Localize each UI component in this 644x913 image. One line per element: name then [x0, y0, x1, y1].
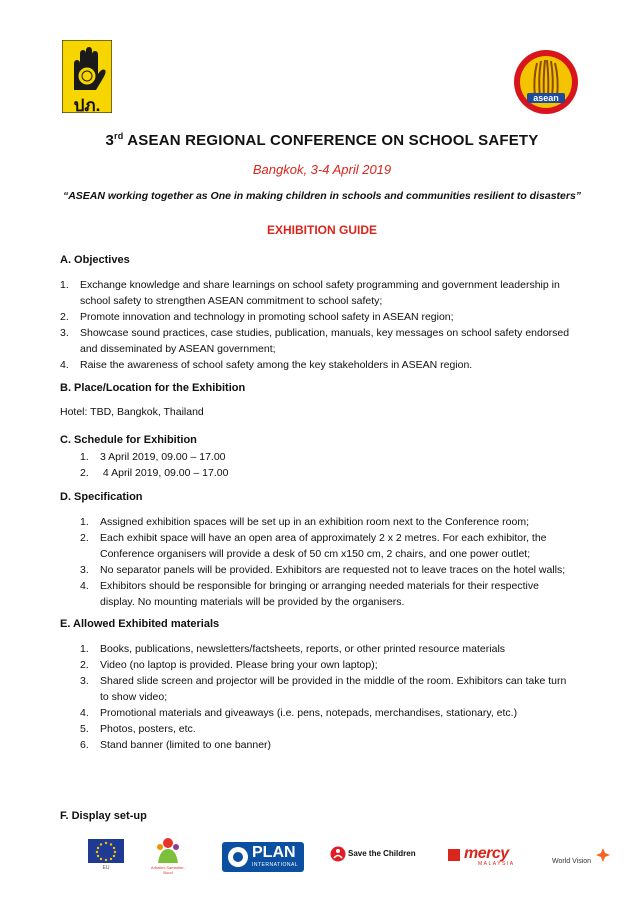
- list-item: [60, 357, 584, 373]
- list-text: [80, 325, 584, 357]
- list-line: Shared slide screen and projector will be provided in the middle of the room. Exhibitors can take turn: [100, 675, 567, 687]
- list-item: [80, 578, 584, 610]
- list-item: [80, 530, 584, 562]
- list-text: Assigned exhibition spaces will be set up in an exhibition room next to the Conference room;: [100, 516, 529, 528]
- world-vision-star-icon: [596, 848, 610, 862]
- list-number: 2.: [80, 532, 89, 544]
- title-superscript: rd: [114, 131, 124, 141]
- section-e-list: [80, 641, 584, 753]
- list-line: display. No mounting materials will be provided by the organisers.: [100, 596, 405, 608]
- asb-logo-text: Arbeiter-Samariter-Bund: [150, 865, 185, 875]
- list-line: to show video;: [100, 691, 168, 703]
- eu-logo-text: EU: [102, 865, 110, 871]
- conference-theme: “ASEAN working together as One in making children in schools and communities resilient to disasters”: [62, 190, 582, 202]
- list-line: school safety to strengthen ASEAN commitment to school safety;: [80, 295, 383, 307]
- list-number: 1.: [60, 279, 69, 291]
- mercy-logo-text: mercy: [464, 845, 509, 862]
- world-vision-logo-text: World Vision: [552, 858, 592, 865]
- list-text: Promote innovation and technology in promoting school safety in ASEAN region;: [80, 311, 454, 323]
- stc-icon: [330, 846, 346, 862]
- list-item: [80, 514, 584, 530]
- list-item: [80, 641, 584, 657]
- list-line: Exhibitors should be responsible for bringing or arranging needed materials for their respective: [100, 580, 539, 592]
- list-number: 4.: [80, 707, 89, 719]
- list-number: 2.: [60, 311, 69, 323]
- list-number: 4.: [60, 359, 69, 371]
- list-text: 3 April 2019, 09.00 – 17.00: [100, 451, 226, 463]
- section-e-heading: E. Allowed Exhibited materials: [60, 618, 220, 630]
- list-text: [100, 578, 584, 610]
- list-number: 1.: [80, 451, 89, 463]
- list-number: 3.: [60, 327, 69, 339]
- mercy-malaysia-logo: [448, 845, 532, 867]
- list-item: [80, 673, 584, 705]
- title-prefix: 3: [105, 132, 115, 149]
- title-rest: ASEAN REGIONAL CONFERENCE ON SCHOOL SAFETY: [123, 132, 539, 149]
- list-number: 5.: [80, 723, 89, 735]
- conference-date-location: Bangkok, 3-4 April 2019: [252, 162, 392, 177]
- list-text: Books, publications, newsletters/factsheets, reports, or other printed resource materials: [100, 643, 506, 655]
- list-line: Showcase sound practices, case studies, publication, manuals, key messages on school safety endorsed: [80, 327, 570, 339]
- list-item: [80, 721, 584, 737]
- list-text: Raise the awareness of school safety among the key stakeholders in ASEAN region.: [80, 359, 473, 371]
- list-line: Conference organisers will provide a desk of 50 cm x150 cm, 2 chairs, and one power outlet;: [100, 548, 531, 560]
- exhibition-guide-heading: EXHIBITION GUIDE: [266, 223, 377, 237]
- list-text: No separator panels will be provided. Exhibitors are requested not to leave traces on the hotel walls;: [100, 564, 566, 576]
- ddpm-logo-text: ปภ.: [73, 96, 101, 115]
- list-number: 3.: [80, 564, 89, 576]
- list-item: [80, 449, 380, 465]
- list-number: 6.: [80, 739, 89, 751]
- section-f-heading: F. Display set-up: [60, 810, 147, 822]
- plan-icon: [226, 845, 250, 869]
- list-text: Promotional materials and giveaways (i.e. pens, notepads, merchandises, stationary, etc.): [100, 707, 518, 719]
- asean-logo: [513, 49, 579, 115]
- list-number: 2.: [80, 467, 89, 479]
- ddpm-logo: [62, 40, 112, 113]
- list-text: [100, 530, 584, 562]
- asean-logo-text: asean: [533, 93, 559, 103]
- list-line: and disseminated by ASEAN government;: [80, 343, 276, 355]
- plan-logo: [222, 842, 304, 872]
- section-d-heading: D. Specification: [60, 491, 143, 503]
- list-item: [60, 309, 584, 325]
- list-number: 1.: [80, 516, 89, 528]
- conference-title: [0, 131, 644, 149]
- list-line: Each exhibit space will have an open area of approximately 2 x 2 metres. For each exhibitor, the: [100, 532, 547, 544]
- section-a-heading: A. Objectives: [60, 254, 130, 266]
- section-a-list: [60, 277, 584, 373]
- list-item: [80, 657, 584, 673]
- list-text: [80, 277, 584, 309]
- list-item: [80, 465, 380, 481]
- section-b-heading: B. Place/Location for the Exhibition: [60, 382, 246, 394]
- world-vision-logo: [552, 848, 612, 870]
- list-text: Stand banner (limited to one banner): [100, 739, 272, 751]
- list-number: 1.: [80, 643, 89, 655]
- list-text: 4 April 2019, 09.00 – 17.00: [100, 467, 229, 479]
- list-item: [80, 562, 584, 578]
- mercy-cross-icon: [448, 849, 460, 861]
- list-item: [80, 705, 584, 721]
- mercy-logo-subtext: MALAYSIA: [478, 861, 515, 867]
- section-b-text: Hotel: TBD, Bangkok, Thailand: [60, 406, 204, 418]
- section-c-heading: C. Schedule for Exhibition: [60, 434, 197, 446]
- list-number: 3.: [80, 675, 89, 687]
- asb-logo: [148, 835, 188, 877]
- eu-logo: [88, 839, 124, 875]
- list-text: Video (no laptop is provided. Please bring your own laptop);: [100, 659, 378, 671]
- list-number: 2.: [80, 659, 89, 671]
- plan-logo-subtext: INTERNATIONAL: [252, 862, 299, 868]
- list-text: [100, 673, 584, 705]
- list-item: [60, 325, 584, 357]
- list-item: [80, 737, 584, 753]
- section-c-list: [80, 449, 380, 481]
- stc-logo-text: Save the Children: [348, 849, 416, 858]
- plan-logo-text: PLAN: [252, 844, 296, 861]
- save-the-children-logo: [330, 846, 420, 864]
- list-line: Exchange knowledge and share learnings on school safety programming and government leadership in: [80, 279, 560, 291]
- list-item: [60, 277, 584, 309]
- list-number: 4.: [80, 580, 89, 592]
- list-text: Photos, posters, etc.: [100, 723, 196, 735]
- section-d-list: [80, 514, 584, 610]
